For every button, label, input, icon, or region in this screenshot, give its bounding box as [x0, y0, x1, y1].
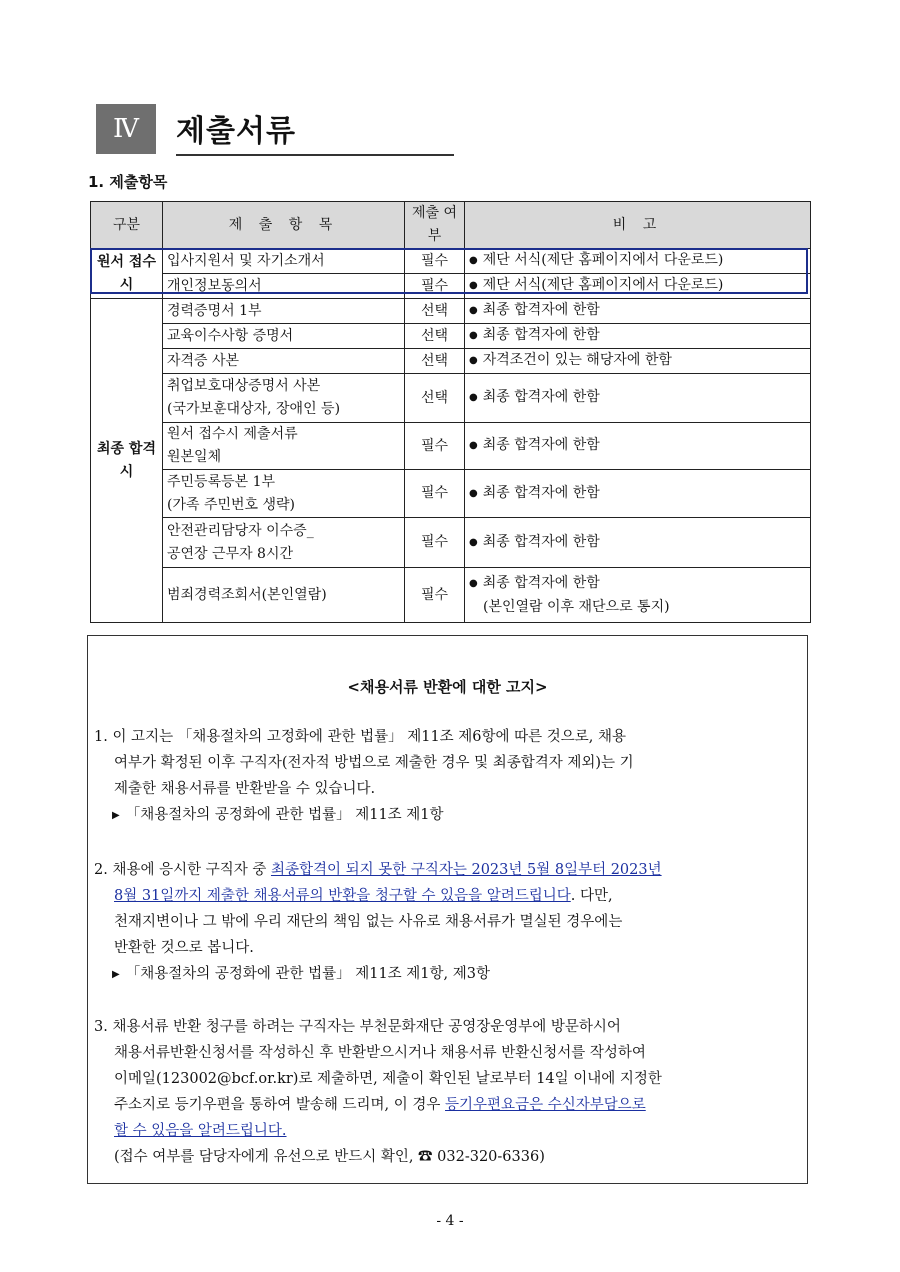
paragraph-line: 이메일(123002@bcf.or.kr)로 제출하면, 제출이 확인된 날로부터 14일 이내에 지정한 [114, 1071, 662, 1087]
notice-paragraph-2 [94, 857, 784, 989]
paragraph-line: 여부가 확정된 이후 구직자(전자적 방법으로 제출한 경우 및 최종합격자 제외)는 기 [114, 755, 634, 771]
triangle-right-icon: ▶ [112, 810, 120, 821]
item-line-1: 안전관리담당자 이수증_ [167, 522, 314, 539]
note-cell [465, 518, 811, 568]
table-row [91, 374, 811, 423]
note-cell [465, 470, 811, 518]
item-cell: 교육이수사항 증명서 [163, 324, 405, 349]
paragraph-line: 채용서류반환신청서를 작성하신 후 반환받으시거나 채용서류 반환신청서를 작성하여 [114, 1045, 646, 1061]
notice-title: <채용서류 반환에 대한 고지> [347, 678, 548, 696]
table-row [91, 249, 811, 274]
law-reference-text: 「채용절차의 공정화에 관한 법률」 제11조 제1항, 제3항 [125, 966, 490, 982]
item-cell: 범죄경력조회서(본인열람) [163, 568, 405, 623]
paragraph-line [94, 857, 784, 883]
item-cell [163, 423, 405, 470]
item-line-2: (가족 주민번호 생략) [167, 496, 296, 513]
required-cell: 필수 [405, 274, 465, 299]
item-line-1: 주민등록등본 1부 [167, 473, 276, 490]
note-text: 최종 합격자에 한함 [482, 302, 600, 318]
table-header-row [91, 202, 811, 249]
table-row [91, 299, 811, 324]
item-line-1: 취업보호대상증명서 사본 [167, 378, 321, 394]
text-segment: 주소지로 등기우편을 통하여 발송해 드리며, 이 경우 [114, 1097, 446, 1113]
item-cell: 입사지원서 및 자기소개서 [163, 249, 405, 274]
item-line-2: 공연장 근무자 8시간 [167, 545, 293, 562]
notice-paragraph-3 [94, 1014, 784, 1170]
required-cell: 필수 [405, 568, 465, 623]
text-segment: 2. 채용에 응시한 구직자 중 [94, 862, 271, 878]
bullet-icon: ● [469, 255, 478, 266]
table-row [91, 470, 811, 518]
law-reference [94, 802, 784, 830]
contact-line: (접수 여부를 담당자에게 유선으로 반드시 확인, ☎ 032-320-6336) [114, 1149, 545, 1165]
note-text: 최종 합격자에 한함 [482, 327, 600, 343]
note-text: 최종 합격자에 한함 [482, 437, 600, 453]
note-cell [465, 374, 811, 423]
subheading: 1. 제출항목 [88, 173, 168, 191]
paragraph-line [94, 1092, 784, 1118]
text-segment: . 다만, [570, 888, 613, 904]
notice-box [87, 635, 808, 1184]
table-row [91, 324, 811, 349]
bullet-icon: ● [469, 305, 478, 316]
note-text: 최종 합격자에 한함 [482, 533, 600, 550]
bullet-icon: ● [469, 577, 478, 589]
law-reference [94, 961, 784, 989]
note-cell [465, 299, 811, 324]
note-text: 최종 합격자에 한함 [482, 389, 600, 405]
section-number: Ⅳ [96, 104, 156, 154]
section-header [96, 104, 456, 156]
paragraph-line [94, 883, 784, 909]
required-cell: 필수 [405, 518, 465, 568]
required-cell: 필수 [405, 249, 465, 274]
note-cell [465, 274, 811, 299]
bullet-icon: ● [469, 330, 478, 341]
note-text: 자격조건이 있는 해당자에 한함 [482, 352, 672, 368]
bullet-icon: ● [469, 440, 478, 451]
note-cell [465, 568, 811, 623]
highlighted-text: 최종합격이 되지 못한 구직자는 2023년 5월 8일부터 2023년 [270, 862, 662, 878]
required-cell: 선택 [405, 349, 465, 374]
col-header-required: 제출 여부 [405, 202, 465, 249]
col-header-item: 제 출 항 목 [163, 202, 405, 249]
item-cell [163, 374, 405, 423]
paragraph-line [94, 1118, 784, 1144]
table-row [91, 568, 811, 623]
group-label-final: 최종 합격시 [91, 299, 163, 623]
note-text: 제단 서식(제단 홈페이지에서 다운로드) [482, 252, 724, 268]
required-cell: 선택 [405, 324, 465, 349]
highlighted-text: 등기우편요금은 수신자부담으로 [445, 1097, 646, 1113]
paragraph-line: 반환한 것으로 봅니다. [114, 940, 254, 956]
bullet-icon: ● [469, 280, 478, 291]
col-header-category: 구분 [91, 202, 163, 249]
item-cell: 개인정보동의서 [163, 274, 405, 299]
note-text: 최종 합격자에 한함 [482, 484, 600, 501]
note-cell [465, 423, 811, 470]
item-cell [163, 470, 405, 518]
table-row [91, 349, 811, 374]
bullet-icon: ● [469, 536, 478, 548]
section-underline [176, 154, 454, 156]
paragraph-line: 제출한 채용서류를 반환받을 수 있습니다. [114, 781, 376, 797]
note-cell [465, 249, 811, 274]
table-row [91, 518, 811, 568]
law-reference-text: 「채용절차의 공정화에 관한 법률」 제11조 제1항 [125, 807, 444, 823]
note-cell [465, 349, 811, 374]
required-cell: 필수 [405, 470, 465, 518]
item-cell: 자격증 사본 [163, 349, 405, 374]
group-label-application: 원서 접수시 [91, 249, 163, 299]
note-text: 제단 서식(제단 홈페이지에서 다운로드) [482, 277, 724, 293]
col-header-note: 비 고 [465, 202, 811, 249]
page-number: - 4 - [436, 1213, 464, 1229]
documents-table [90, 201, 811, 623]
triangle-right-icon: ▶ [112, 969, 120, 980]
note-text: 최종 합격자에 한함 [482, 574, 600, 591]
paragraph-line: 3. 채용서류 반환 청구를 하려는 구직자는 부천문화재단 공영장운영부에 방문하시어 [94, 1019, 621, 1035]
item-cell [163, 518, 405, 568]
bullet-icon: ● [469, 392, 478, 403]
table-row [91, 274, 811, 299]
item-line-1: 원서 접수시 제출서류 [167, 426, 298, 442]
item-line-2: (국가보훈대상자, 장애인 등) [167, 401, 341, 417]
required-cell: 선택 [405, 374, 465, 423]
item-line-2: 원본일체 [167, 449, 222, 465]
note-text-2: (본인열람 이후 재단으로 통지) [483, 598, 670, 615]
item-cell: 경력증명서 1부 [163, 299, 405, 324]
highlighted-text: 8월 31일까지 제출한 채용서류의 반환을 청구할 수 있음을 알려드립니다 [114, 888, 571, 904]
paragraph-line: 1. 이 고지는 「채용절차의 고정화에 관한 법률」 제11조 제6항에 따른 것으로, 채용 [94, 729, 627, 745]
required-cell: 선택 [405, 299, 465, 324]
paragraph-line: 천재지변이나 그 밖에 우리 재단의 책임 없는 사유로 채용서류가 멸실된 경우에는 [114, 914, 623, 930]
notice-paragraph-1 [94, 724, 784, 830]
table-row [91, 423, 811, 470]
highlighted-text: 할 수 있음을 알려드립니다. [114, 1123, 287, 1139]
note-cell [465, 324, 811, 349]
required-cell: 필수 [405, 423, 465, 470]
section-title: 제출서류 [176, 114, 296, 149]
bullet-icon: ● [469, 487, 478, 499]
bullet-icon: ● [469, 355, 478, 366]
